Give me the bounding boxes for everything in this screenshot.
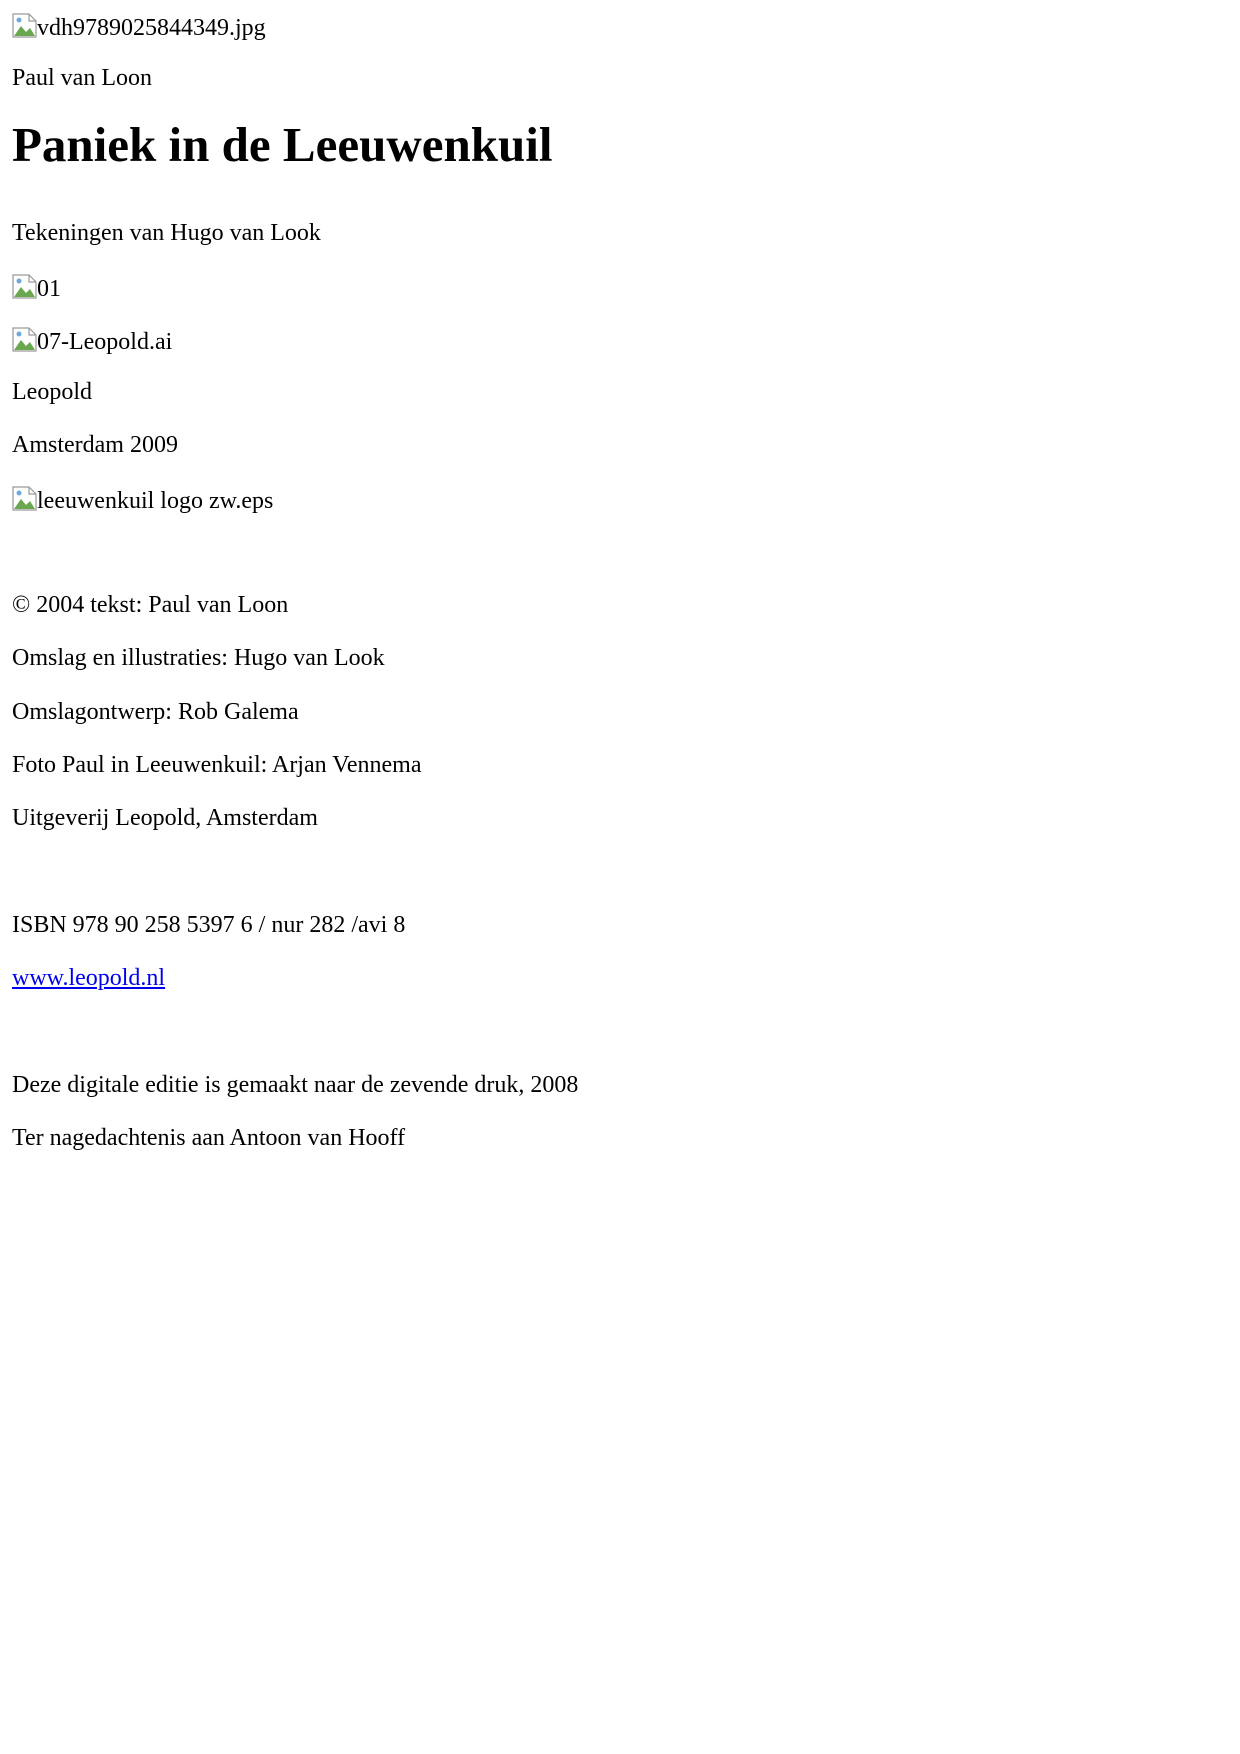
publisher-name: Leopold	[12, 379, 92, 405]
broken-image-icon	[12, 486, 37, 511]
digital-edition-note: Deze digitale editie is gemaakt naar de zevende druk, 2008	[12, 1072, 579, 1098]
book-title: Paniek in de Leeuwenkuil	[12, 117, 553, 172]
publisher-logo-image	[12, 324, 172, 357]
image-01-alt: 01	[37, 276, 61, 302]
series-logo-image	[12, 483, 273, 516]
broken-image-icon	[12, 274, 37, 299]
copyright-line: © 2004 tekst: Paul van Loon	[12, 592, 289, 618]
publisher-logo-alt: 07-Leopold.ai	[37, 329, 173, 355]
cover-design-credit: Omslagontwerp: Rob Galema	[12, 699, 299, 725]
website-line	[12, 963, 165, 993]
illustrations-credit: Omslag en illustraties: Hugo van Look	[12, 645, 385, 671]
dedication: Ter nagedachtenis aan Antoon van Hooff	[12, 1125, 406, 1151]
broken-image-icon	[12, 13, 37, 38]
cover-image-alt: vdh9789025844349.jpg	[37, 15, 266, 41]
publisher-line: Uitgeverij Leopold, Amsterdam	[12, 805, 318, 831]
author-name: Paul van Loon	[12, 65, 152, 91]
illustrator-line: Tekeningen van Hugo van Look	[12, 220, 321, 246]
photo-credit: Foto Paul in Leeuwenkuil: Arjan Vennema	[12, 752, 422, 778]
website-link[interactable]: www.leopold.nl	[12, 965, 166, 991]
isbn-line: ISBN 978 90 258 5397 6 / nur 282 /avi 8	[12, 912, 406, 938]
series-logo-alt: leeuwenkuil logo zw.eps	[37, 488, 274, 514]
cover-image	[12, 10, 266, 43]
place-year: Amsterdam 2009	[12, 432, 178, 458]
image-01	[12, 271, 61, 304]
broken-image-icon	[12, 327, 37, 352]
